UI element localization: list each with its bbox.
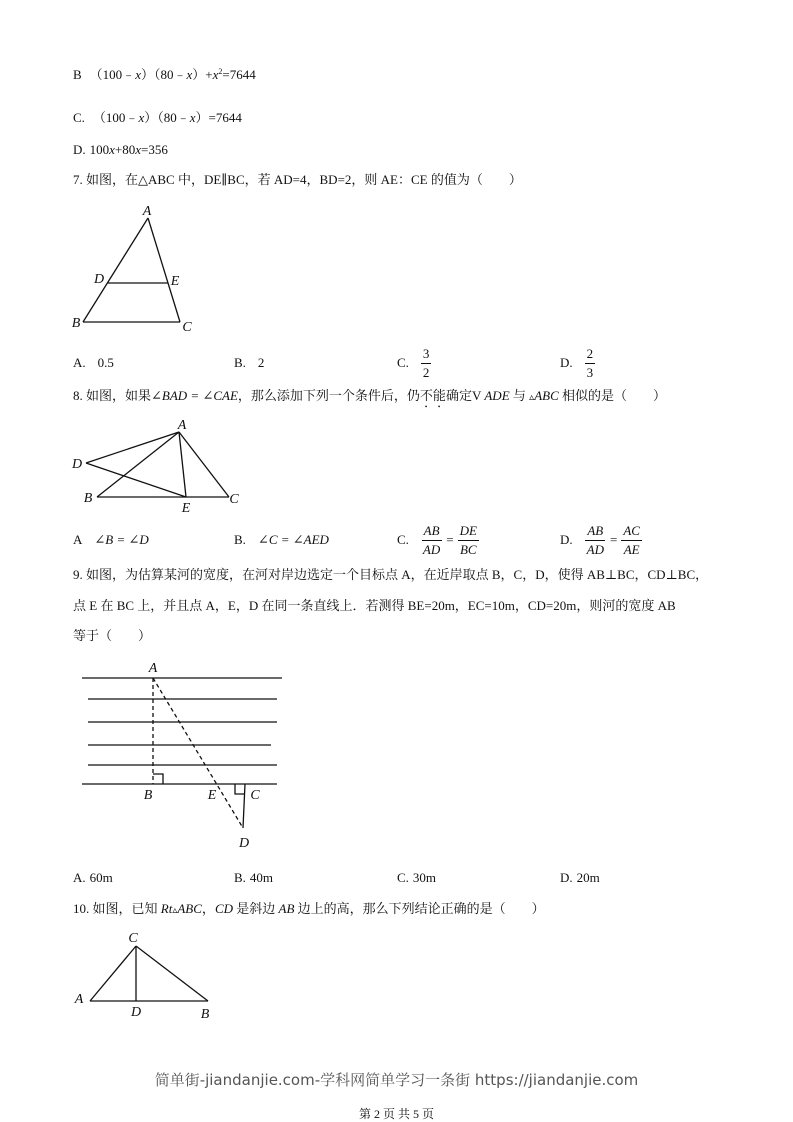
segment-ac (148, 218, 180, 322)
fraction (621, 523, 642, 558)
q10-stem-text: 边上的高，那么下列结论正确的是（ ） (294, 901, 545, 916)
right-angle-mark-b (153, 774, 163, 784)
q9-option-c (397, 858, 436, 898)
segment-name: AB (278, 901, 295, 916)
point-label-a: A (148, 661, 158, 676)
point-label-b: B (83, 491, 93, 506)
q9-option-a (73, 858, 113, 898)
triangle-name: ABC (177, 901, 202, 916)
point-label-a: A (142, 204, 152, 219)
variable-x: x (138, 110, 145, 125)
q8-stem-text: 相似的是（ ） (558, 388, 667, 403)
q7-option-d-label: D. (560, 355, 573, 370)
fraction (458, 523, 479, 558)
q6-option-c-text: ）=7644 (195, 110, 242, 125)
q8-stem-text: ，那么添加下列一个条件后，仍 (237, 388, 420, 403)
point-label-c: C (128, 931, 138, 946)
q9-option-b (234, 858, 273, 898)
triangle-name: ADE (484, 388, 510, 403)
variable-x: x (135, 67, 141, 82)
q9-river-figure (75, 655, 290, 855)
q9-option-d (560, 858, 600, 898)
right-angle-mark-c (235, 784, 245, 794)
q7-stem: 7. 如图，在△ABC 中，DE∥BC，若 AD=4，BD=2，则 AE：CE 的值为（ ） (73, 172, 522, 187)
segment-cd (243, 784, 245, 828)
q9-option-c-value: 30m (412, 870, 437, 885)
q6-option-b-text: ）+ (192, 67, 213, 82)
q7-option-b-label: B. (234, 355, 246, 370)
q7-option-c (397, 343, 431, 383)
point-label-e: E (170, 274, 180, 289)
q6-option-b-text: =7644 (222, 67, 256, 82)
point-label-b: B (143, 788, 153, 803)
fraction-numerator: AC (621, 523, 642, 541)
q6-option-b (73, 67, 256, 85)
q10-stem (73, 901, 545, 919)
triangle-symbol: V (471, 388, 482, 403)
fraction-numerator: 3 (421, 346, 432, 364)
point-label-c: C (250, 788, 260, 803)
q8-option-b-label: B. (234, 532, 246, 547)
variable-x: x (212, 67, 219, 82)
fraction-numerator: DE (458, 523, 479, 541)
fraction-numerator: AB (585, 523, 605, 541)
q10-stem-text: 是斜边 (233, 901, 279, 916)
q7-option-a-value: 0.5 (97, 355, 114, 370)
q6-option-c-label: C. (73, 110, 85, 125)
q10-right-triangle-figure (70, 928, 220, 1022)
triangle-symbol: ▵ (529, 392, 535, 403)
fraction-denominator: 3 (586, 364, 594, 380)
q9-option-d-label: D. (560, 870, 573, 885)
q9-stem-line-3: 等于（ ） (73, 628, 152, 643)
q8-stem-emphasis: 不能 (419, 388, 446, 403)
q9-option-b-value: 40m (249, 870, 274, 885)
q6-option-d-label: D. (73, 142, 86, 157)
point-label-a: A (74, 992, 84, 1007)
segment-de (86, 463, 186, 497)
q9-option-a-label: A. (73, 870, 86, 885)
q8-stem-angle-condition: ∠BAD = ∠CAE (151, 388, 238, 403)
q8-option-d (560, 520, 642, 560)
q8-stem-text: 8. 如图，如果 (73, 388, 152, 403)
q9-option-c-label: C. (397, 870, 409, 885)
point-label-d: D (238, 836, 250, 851)
point-label-e: E (207, 788, 217, 803)
q8-stem-text: 确定 (445, 388, 472, 403)
variable-x: x (109, 142, 115, 157)
segment-cb (136, 946, 208, 1001)
q7-option-a (73, 343, 114, 383)
q9-option-b-label: B. (234, 870, 246, 885)
q10-stem-text: 10. 如图，已知 (73, 901, 161, 916)
q6-option-d-text: =356 (141, 142, 168, 157)
q6-option-b-text: （100﹣ (89, 67, 136, 82)
point-label-a: A (177, 418, 187, 433)
q9-option-a-value: 60m (89, 870, 113, 885)
equals-sign: = (446, 532, 454, 547)
q7-option-b-value: 2 (257, 355, 265, 370)
segment-name: CD (214, 901, 233, 916)
q8-option-c-label: C. (397, 532, 409, 547)
q10-stem-comma: ， (201, 901, 215, 916)
q9-stem-line-1: 9. 如图，为估算某河的宽度，在河对岸边选定一个目标点 A，在近岸取点 B，C，D，使得 AB⊥BC，CD⊥BC， (73, 567, 709, 582)
point-label-c: C (182, 320, 192, 335)
q8-option-b-value: ∠C = ∠AED (257, 532, 329, 547)
point-label-d: D (71, 457, 83, 472)
point-label-b: B (71, 316, 81, 331)
q8-option-a-label: A (73, 532, 83, 547)
segment-ac (90, 946, 136, 1001)
q6-option-d-text: +80 (114, 142, 136, 157)
fraction (585, 346, 596, 381)
q9-stem-line-2: 点 E 在 BC 上，并且点 A，E，D 在同一条直线上．若测得 BE=20m，EC=10m，CD=20m，则河的宽度 AB (73, 598, 676, 613)
q8-triangles-figure (70, 415, 245, 515)
point-label-b: B (200, 1007, 210, 1022)
q9-option-d-value: 20m (576, 870, 600, 885)
q6-option-c-text: （100﹣ (92, 110, 139, 125)
segment-ae (179, 432, 186, 497)
q6-option-d (73, 142, 168, 158)
exponent: 2 (218, 67, 223, 76)
right-triangle-prefix: Rt (160, 901, 173, 916)
q8-option-a (73, 520, 149, 560)
segment-ac (179, 432, 229, 497)
segment-ab (97, 432, 179, 497)
q6-option-b-label: B (73, 67, 82, 82)
q6-option-b-text: ）（80﹣ (140, 67, 187, 82)
q6-option-c (73, 110, 242, 126)
q6-option-d-text: 100 (89, 142, 110, 157)
q8-option-d-label: D. (560, 532, 573, 547)
segment-ab (83, 218, 148, 322)
fraction-denominator: AD (586, 541, 604, 557)
variable-x: x (135, 142, 142, 157)
equals-sign: = (609, 532, 618, 547)
q7-option-c-label: C. (397, 355, 409, 370)
q8-stem (73, 388, 666, 411)
q8-option-a-value: ∠B = ∠D (94, 532, 149, 547)
q7-triangle-figure (65, 198, 200, 338)
q6-option-c-text: ）（80﹣ (144, 110, 190, 125)
variable-x: x (186, 67, 193, 82)
triangle-name: ABC (534, 388, 559, 403)
point-label-e: E (181, 501, 191, 516)
q7-option-a-label: A. (73, 355, 86, 370)
fraction (421, 346, 432, 381)
q8-option-c (397, 520, 479, 560)
fraction-denominator: AE (623, 541, 640, 557)
q8-stem-text: 与 (509, 388, 530, 403)
q7-option-d (560, 343, 595, 383)
point-label-c: C (229, 492, 239, 507)
fraction (421, 523, 442, 558)
fraction-numerator: 2 (585, 346, 596, 364)
triangle-symbol: ▵ (172, 905, 178, 916)
fraction-numerator: AB (422, 523, 442, 541)
point-label-d: D (93, 272, 105, 287)
q7-option-b (234, 343, 264, 383)
page-number: 第 2 页 共 5 页 (358, 1107, 434, 1121)
variable-x: x (189, 110, 196, 125)
fraction-denominator: 2 (422, 364, 430, 380)
segment-ad-dashed (153, 678, 243, 828)
fraction-denominator: BC (459, 541, 477, 557)
segment-da (86, 432, 179, 463)
q8-option-b (234, 520, 329, 560)
footer-site-banner: 简单街-jiandanjie.com-学科网简单学习一条街 https://jiandanjie.com (154, 1071, 639, 1089)
fraction (585, 523, 606, 558)
fraction-denominator: AD (422, 541, 441, 557)
point-label-d: D (130, 1005, 142, 1020)
